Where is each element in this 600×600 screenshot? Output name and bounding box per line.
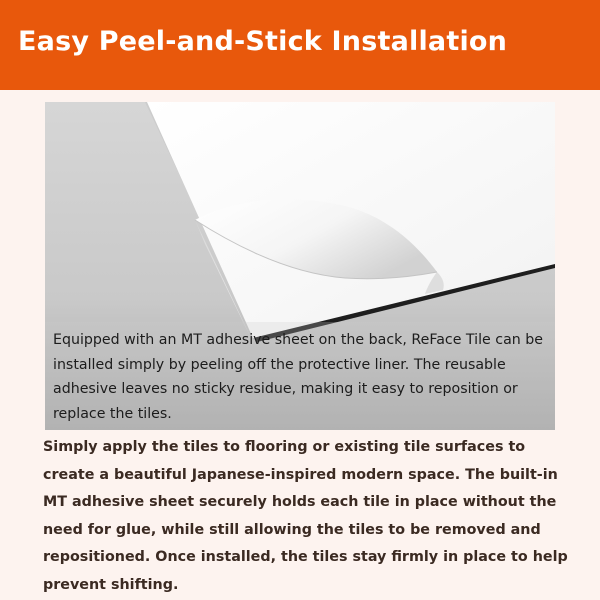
header-banner bbox=[0, 0, 600, 90]
product-photo bbox=[45, 102, 555, 430]
page-title: Easy Peel-and-Stick Installation bbox=[18, 26, 508, 57]
photo-caption: Equipped with an MT adhesive sheet on the back, ReFace Tile can be installed simply by peeling off the protective liner. The reusable adhesive leaves no sticky residue, making it easy to reposition or replace the tiles. bbox=[53, 332, 544, 422]
description-text: Simply apply the tiles to flooring or existing tile surfaces to create a beautiful Japanese-inspired modern space. The built-in MT adhesive sheet securely holds each tile in place without the need for glue, while still allowing the tiles to be removed and repositioned. Once installed, the tiles stay firmly in place to help prevent shifting. bbox=[43, 439, 568, 593]
